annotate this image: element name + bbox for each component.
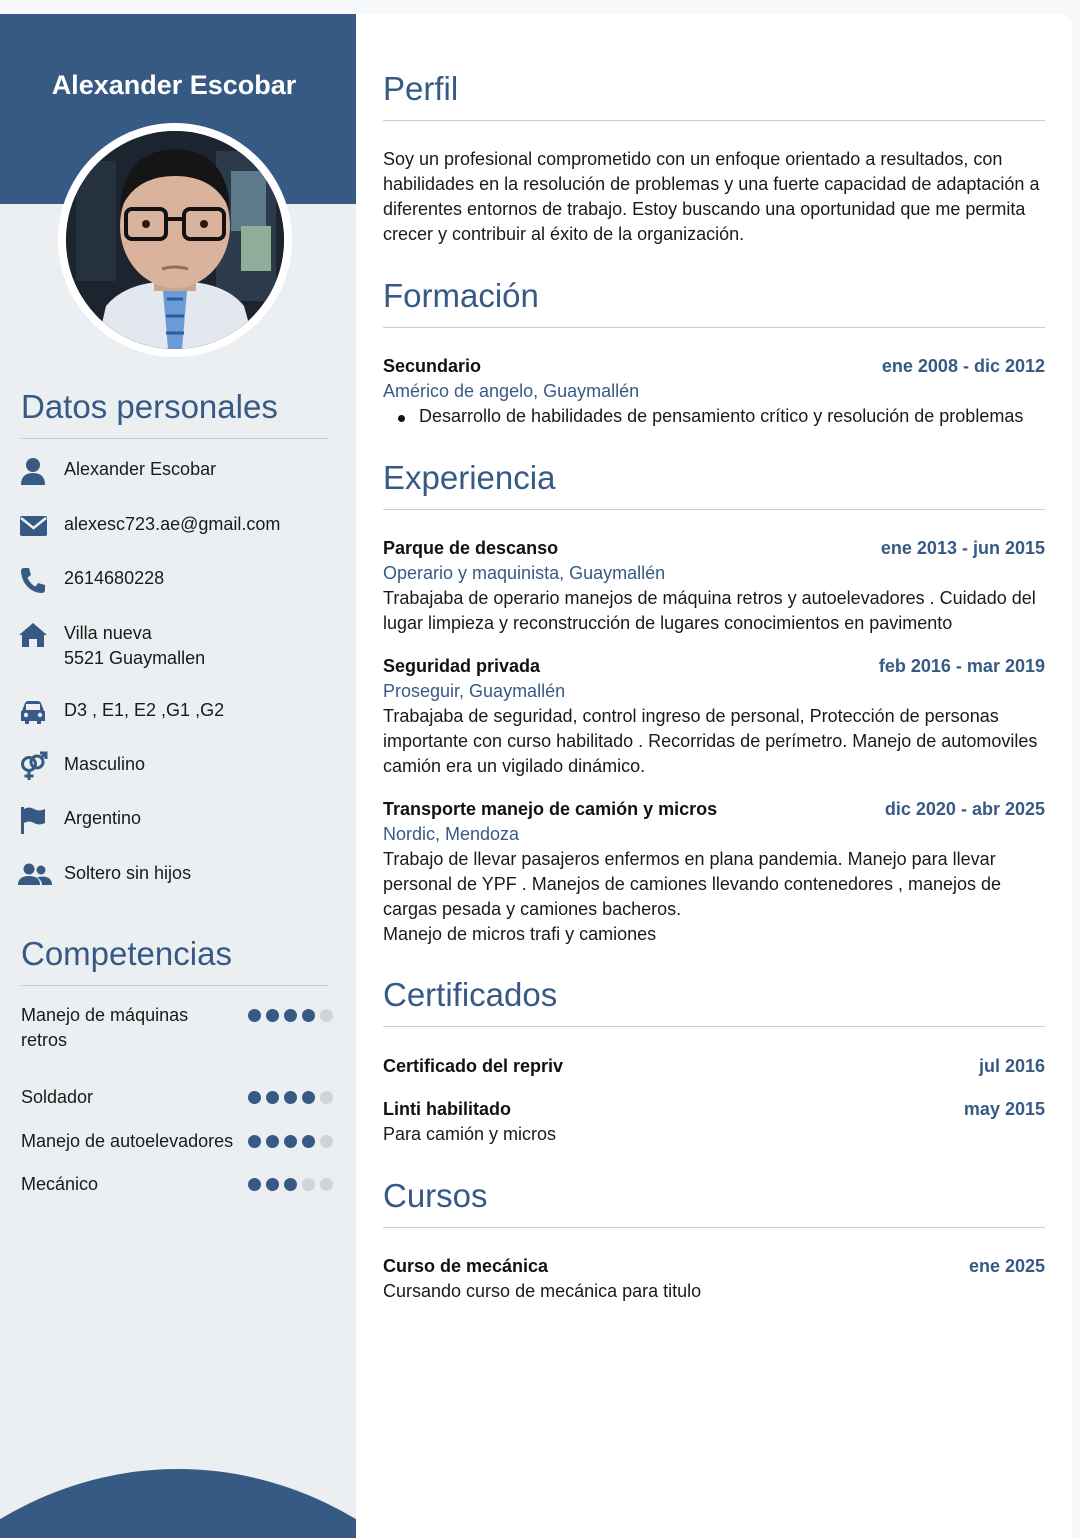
personal-data-section <box>21 388 328 883</box>
car-icon <box>18 697 48 727</box>
experience-entry-dates: feb 2016 - mar 2019 <box>878 656 1045 676</box>
profile-text: Soy un profesional comprometido con un enfoque orientado a resultados, con habilidades en la resolución de problemas y una fuerte capacidad de adaptación a diferentes entornos de trabajo. Estoy buscando una oportunidad que me permita crecer y contribuir al éxito de la organización. <box>383 149 1040 244</box>
profile-photo <box>58 123 292 357</box>
experience-entry-place: Proseguir, Guaymallén <box>383 681 566 701</box>
experience-entry-place: Operario y maquinista, Guaymallén <box>383 563 666 583</box>
rating-dot-filled <box>302 1135 315 1148</box>
experience-entry-description: Trabajaba de seguridad, control ingreso de personal, Protección de personas importante con curso habilitado . Recorridas de perímetro. Manejo de automoviles camión era un vigilado dinámico. <box>383 706 1038 776</box>
contact-name: Alexander Escobar <box>64 459 217 479</box>
skill-label-line1: Manejo de máquinas <box>21 1005 189 1025</box>
certificate-entry-title: Certificado del repriv <box>383 1056 564 1076</box>
courses-title: Cursos <box>383 1177 1045 1228</box>
contact-phone[interactable]: 2614680228 <box>64 568 165 588</box>
certificate-entry-dates: jul 2016 <box>978 1056 1045 1076</box>
education-entry-bullet: Desarrollo de habilidades de pensamiento crítico y resolución de problemas <box>383 404 1045 429</box>
experience-entry-dates: dic 2020 - abr 2025 <box>884 799 1045 819</box>
experience-entry-title: Transporte manejo de camión y micros <box>383 799 718 819</box>
candidate-name: Alexander Escobar <box>51 70 297 100</box>
contact-license: D3 , E1, E2 ,G1 ,G2 <box>64 700 225 720</box>
profile-photo-image <box>66 131 284 349</box>
experience-entry-description: Trabajo de llevar pasajeros enfermos en plana pandemia. Manejo para llevar personal de YPF . Manejos de camiones llevando contenedores , manejos de cargas pesada y camiones bacheros. Manejo de micros trafi y camiones <box>383 849 1002 944</box>
skill-rating <box>248 1085 333 1110</box>
contact-email[interactable]: alexesc723.ae@gmail.com <box>64 514 281 534</box>
education-entry-dates: ene 2008 - dic 2012 <box>881 356 1045 376</box>
rating-dot-filled <box>284 1009 297 1022</box>
skills-title: Competencias <box>21 935 328 986</box>
person-icon <box>18 456 48 486</box>
skill-row <box>21 1085 331 1110</box>
skill-row <box>21 1129 331 1154</box>
contact-address-line1: Villa nueva <box>64 623 152 643</box>
course-entry-dates: ene 2025 <box>968 1256 1045 1276</box>
rating-dot-empty <box>320 1178 333 1191</box>
skill-row <box>21 1003 331 1053</box>
envelope-icon <box>18 511 48 541</box>
skill-label-line2: retros <box>21 1030 68 1050</box>
skill-rating <box>248 1172 333 1197</box>
certificate-entry-header <box>383 1054 1045 1079</box>
contact-gender: Masculino <box>64 754 146 774</box>
experience-entry-header <box>383 797 1045 822</box>
rating-dot-empty <box>320 1091 333 1104</box>
contact-address-line2: 5521 Guaymallen <box>64 648 206 668</box>
rating-dot-filled <box>248 1135 261 1148</box>
rating-dot-filled <box>302 1009 315 1022</box>
rating-dot-empty <box>302 1178 315 1191</box>
resume-page <box>0 14 1072 1538</box>
education-entry-place: Américo de angelo, Guaymallén <box>383 381 640 401</box>
skill-label: Mecánico <box>21 1174 99 1194</box>
certificate-entry-header <box>383 1097 1045 1122</box>
experience-title: Experiencia <box>383 459 1045 510</box>
skills-section <box>21 935 328 1194</box>
experience-entry-place: Nordic, Mendoza <box>383 824 520 844</box>
certificates-title: Certificados <box>383 976 1045 1027</box>
users-icon <box>18 860 48 890</box>
profile-title: Perfil <box>383 70 1045 121</box>
contact-nationality: Argentino <box>64 808 142 828</box>
experience-entry-title: Parque de descanso <box>383 538 559 558</box>
skill-label: Soldador <box>21 1087 94 1107</box>
course-entry-note: Cursando curso de mecánica para titulo <box>383 1281 702 1301</box>
education-title: Formación <box>383 277 1045 328</box>
phone-icon <box>18 565 48 595</box>
skill-row <box>21 1172 331 1197</box>
rating-dot-filled <box>302 1091 315 1104</box>
skill-rating <box>248 1003 333 1028</box>
contact-civil-status: Soltero sin hijos <box>64 863 192 883</box>
rating-dot-filled <box>284 1091 297 1104</box>
experience-entry-title: Seguridad privada <box>383 656 541 676</box>
sidebar <box>0 14 356 1538</box>
experience-entry-header <box>383 654 1045 679</box>
rating-dot-empty <box>320 1135 333 1148</box>
experience-entry-description: Trabajaba de operario manejos de máquina retros y autoelevadores . Cuidado del lugar limpieza y reconstrucción de lugares conocimientos en pavimento <box>383 588 1036 633</box>
rating-dot-filled <box>284 1178 297 1191</box>
rating-dot-filled <box>266 1009 279 1022</box>
certificate-entry-title: Linti habilitado <box>383 1099 511 1119</box>
rating-dot-filled <box>284 1135 297 1148</box>
personal-data-title: Datos personales <box>21 388 328 439</box>
education-entry-title: Secundario <box>383 356 482 376</box>
rating-dot-filled <box>266 1178 279 1191</box>
rating-dot-filled <box>248 1178 261 1191</box>
sidebar-footer-curve <box>0 1469 356 1538</box>
home-icon <box>18 620 48 650</box>
course-entry-header <box>383 1254 1045 1279</box>
rating-dot-filled <box>248 1091 261 1104</box>
experience-entry-header <box>383 536 1045 561</box>
gender-icon <box>18 751 48 781</box>
rating-dot-empty <box>320 1009 333 1022</box>
certificate-entry-dates: may 2015 <box>963 1099 1045 1119</box>
education-entry-header <box>383 354 1045 379</box>
skill-rating <box>248 1129 333 1154</box>
certificate-entry-note: Para camión y micros <box>383 1124 557 1144</box>
flag-icon <box>18 805 48 835</box>
course-entry-title: Curso de mecánica <box>383 1256 549 1276</box>
rating-dot-filled <box>266 1091 279 1104</box>
rating-dot-filled <box>266 1135 279 1148</box>
skill-label: Manejo de autoelevadores <box>21 1131 234 1151</box>
experience-entry-dates: ene 2013 - jun 2015 <box>880 538 1045 558</box>
rating-dot-filled <box>248 1009 261 1022</box>
